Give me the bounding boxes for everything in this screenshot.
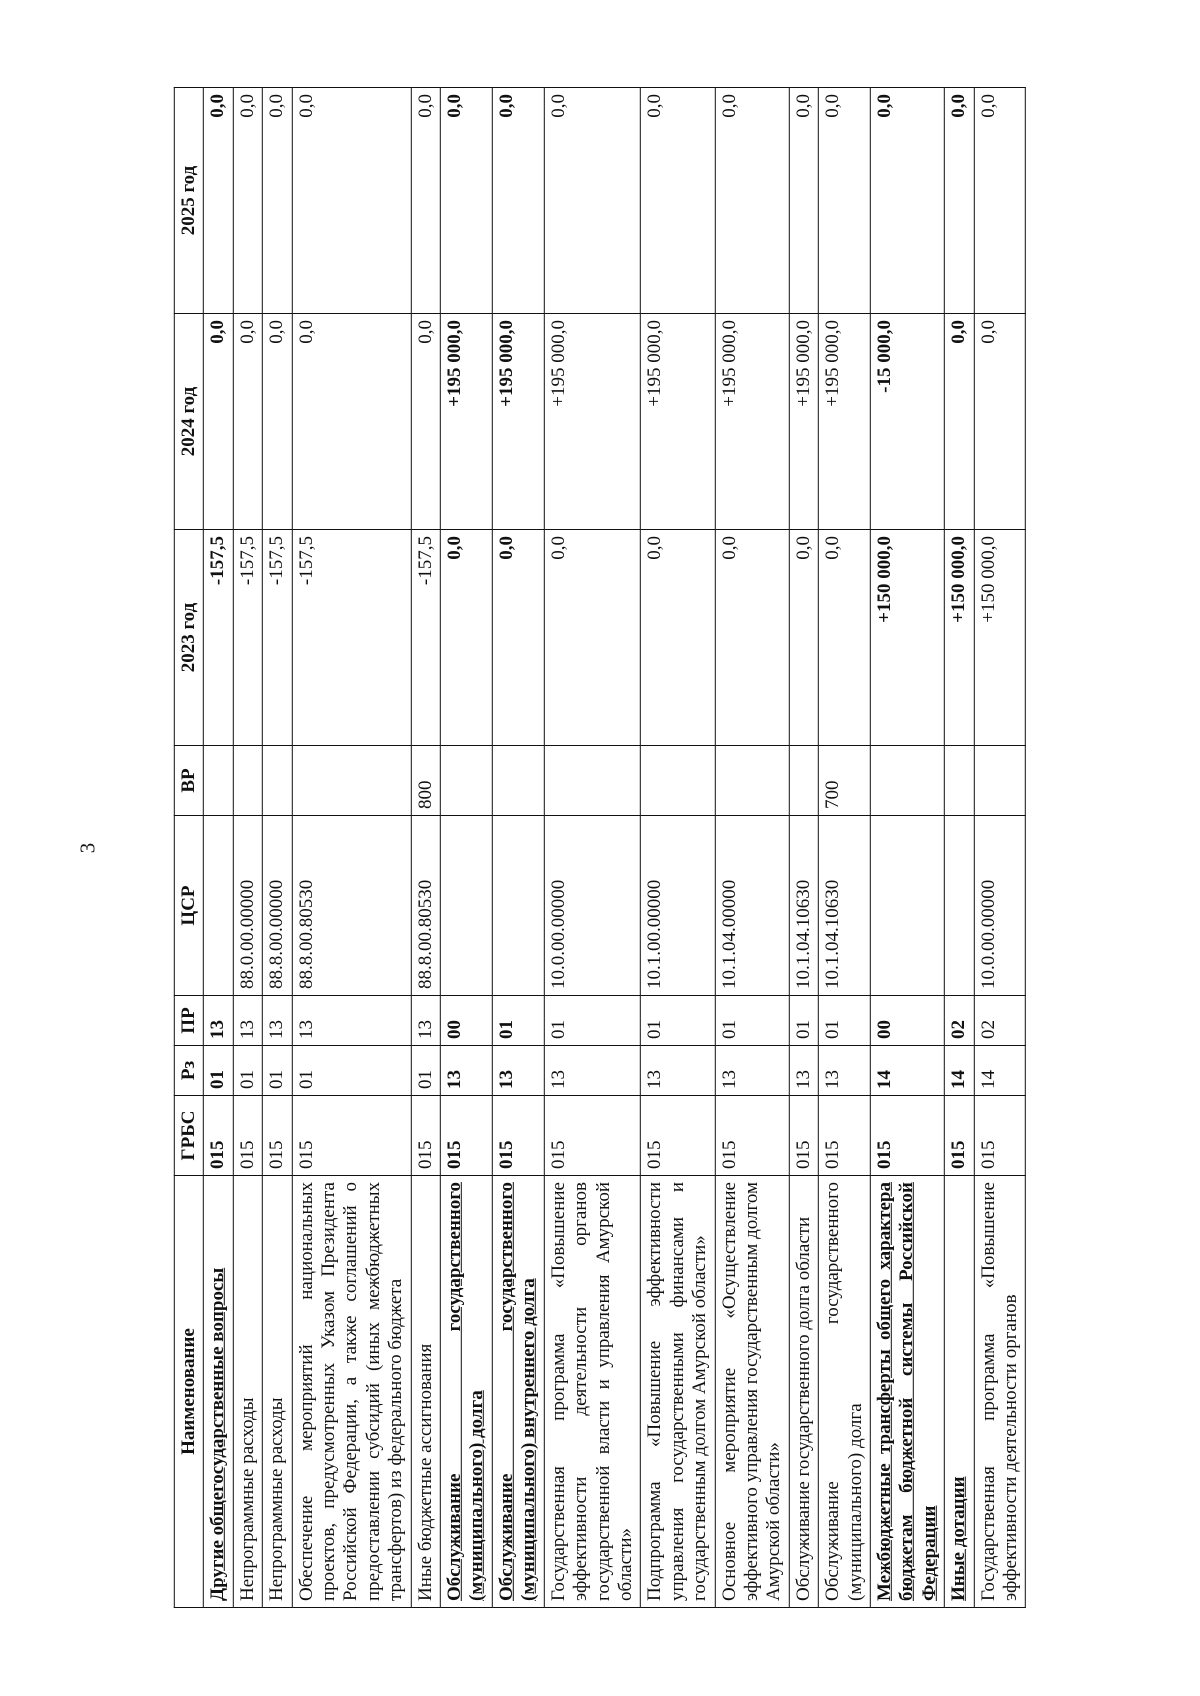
row-2025: 0,0 [818,88,870,314]
page-number: 3 [75,842,100,854]
row-2024: 0,0 [204,314,233,530]
row-csr [870,816,944,996]
row-2025: 0,0 [641,88,715,314]
row-name: Межбюджетные трансферты общего характера бюджетам бюджетной системы Российской Федерации [870,1176,944,1608]
row-2024: +195 000,0 [818,314,870,530]
row-grbs: 015 [641,1096,715,1176]
row-csr: 88.8.00.80530 [292,816,411,996]
row-pr: 01 [715,996,789,1046]
row-rz: 13 [544,1046,641,1096]
row-name: Непрограммные расходы [233,1176,262,1608]
row-csr [492,816,544,996]
row-2025: 0,0 [204,88,233,314]
row-pr: 01 [818,996,870,1046]
row-2023: 0,0 [818,530,870,746]
row-grbs: 015 [492,1096,544,1176]
row-csr: 88.8.00.80530 [411,816,440,996]
header-csr: ЦСР [174,816,203,996]
table-row [974,88,1026,1608]
row-2023: 0,0 [492,530,544,746]
row-2023: 0,0 [715,530,789,746]
row-rz: 13 [818,1046,870,1096]
row-rz: 13 [789,1046,818,1096]
row-2024: +195 000,0 [641,314,715,530]
header-pr: ПР [174,996,203,1046]
row-2025: 0,0 [292,88,411,314]
row-2024: -15 000,0 [870,314,944,530]
row-rz: 01 [204,1046,233,1096]
row-grbs: 015 [870,1096,944,1176]
row-vr [544,746,641,816]
row-grbs: 015 [544,1096,641,1176]
row-2024: +195 000,0 [715,314,789,530]
row-2025: 0,0 [492,88,544,314]
row-grbs: 015 [818,1096,870,1176]
row-2025: 0,0 [233,88,262,314]
row-name: Обслуживание государственного (муниципального) внутреннего долга [492,1176,544,1608]
row-csr: 10.0.00.00000 [974,816,1026,996]
row-grbs: 015 [440,1096,492,1176]
row-2023: +150 000,0 [974,530,1026,746]
row-pr: 00 [870,996,944,1046]
table-row [263,88,292,1608]
row-2023: -157,5 [411,530,440,746]
header-grbs: ГРБС [174,1096,203,1176]
table-row [492,88,544,1608]
row-csr: 10.1.04.10630 [818,816,870,996]
row-vr [492,746,544,816]
row-name: Непрограммные расходы [263,1176,292,1608]
row-2025: 0,0 [544,88,641,314]
table-row [204,88,233,1608]
row-grbs: 015 [974,1096,1026,1176]
row-rz: 01 [292,1046,411,1096]
row-csr [944,816,973,996]
row-csr: 88.8.00.00000 [263,816,292,996]
row-pr: 01 [789,996,818,1046]
table-row [818,88,870,1608]
row-vr [944,746,973,816]
row-name: Обслуживание государственного долга области [789,1176,818,1608]
row-vr [233,746,262,816]
row-vr [870,746,944,816]
row-pr: 13 [411,996,440,1046]
row-csr: 10.1.00.00000 [641,816,715,996]
row-vr [263,746,292,816]
row-rz: 14 [870,1046,944,1096]
row-2023: -157,5 [263,530,292,746]
row-2024: 0,0 [974,314,1026,530]
row-csr: 88.0.00.00000 [233,816,262,996]
row-vr [789,746,818,816]
table-row [233,88,262,1608]
row-vr [292,746,411,816]
row-pr: 01 [641,996,715,1046]
row-rz: 01 [263,1046,292,1096]
row-csr [440,816,492,996]
table-row [411,88,440,1608]
table-row [870,88,944,1608]
row-pr: 02 [944,996,973,1046]
row-2025: 0,0 [263,88,292,314]
row-rz: 13 [715,1046,789,1096]
row-vr [641,746,715,816]
row-2024: +195 000,0 [492,314,544,530]
row-rz: 01 [411,1046,440,1096]
header-2023: 2023 год [174,530,203,746]
row-pr: 13 [263,996,292,1046]
row-2023: -157,5 [292,530,411,746]
row-grbs: 015 [233,1096,262,1176]
row-rz: 14 [974,1046,1026,1096]
table-row [292,88,411,1608]
row-name: Обеспечение мероприятий национальных проектов, предусмотренных Указом Президента Российской Федерации, а также соглашений о предоставлении субсидий (иных межбюджетных трансфертов) из федерального бюджета [292,1176,411,1608]
row-2023: -157,5 [204,530,233,746]
row-name: Обслуживание государственного (муниципального) долга [440,1176,492,1608]
row-grbs: 015 [715,1096,789,1176]
row-name: Обслуживание государственного (муниципального) долга [818,1176,870,1608]
row-name: Иные бюджетные ассигнования [411,1176,440,1608]
rotated-table-container [174,88,1026,1608]
row-rz: 13 [440,1046,492,1096]
row-2023: -157,5 [233,530,262,746]
table-row [641,88,715,1608]
row-name: Подпрограмма «Повышение эффективности управления государственными финансами и государственным долгом Амурской области» [641,1176,715,1608]
row-grbs: 015 [263,1096,292,1176]
table-row [789,88,818,1608]
row-2025: 0,0 [870,88,944,314]
row-name: Государственная программа «Повышение эффективности деятельности органов государственной власти и управления Амурской области» [544,1176,641,1608]
header-vr: ВР [174,746,203,816]
row-pr: 13 [292,996,411,1046]
table-header-row [174,88,203,1608]
row-vr: 700 [818,746,870,816]
header-2024: 2024 год [174,314,203,530]
row-csr: 10.1.04.10630 [789,816,818,996]
row-2023: +150 000,0 [870,530,944,746]
row-pr: 01 [492,996,544,1046]
row-2025: 0,0 [411,88,440,314]
row-2025: 0,0 [944,88,973,314]
row-2025: 0,0 [789,88,818,314]
row-csr: 10.0.00.00000 [544,816,641,996]
table-row [440,88,492,1608]
row-name: Основное мероприятие «Осуществление эффективного управления государственным долгом Амурской области» [715,1176,789,1608]
row-pr: 01 [544,996,641,1046]
row-vr [204,746,233,816]
header-rz: Рз [174,1046,203,1096]
header-2025: 2025 год [174,88,203,314]
row-pr: 02 [974,996,1026,1046]
row-grbs: 015 [411,1096,440,1176]
row-2023: 0,0 [641,530,715,746]
row-pr: 00 [440,996,492,1046]
row-csr: 10.1.04.00000 [715,816,789,996]
row-2024: 0,0 [411,314,440,530]
header-name: Наименование [174,1176,203,1608]
row-name: Иные дотации [944,1176,973,1608]
row-2024: 0,0 [263,314,292,530]
row-rz: 01 [233,1046,262,1096]
row-rz: 13 [641,1046,715,1096]
row-2024: +195 000,0 [789,314,818,530]
row-2023: +150 000,0 [944,530,973,746]
row-name: Государственная программа «Повышение эффективности деятельности органов [974,1176,1026,1608]
row-grbs: 015 [789,1096,818,1176]
row-2024: 0,0 [292,314,411,530]
budget-table [174,87,1026,1608]
row-2024: +195 000,0 [544,314,641,530]
row-grbs: 015 [292,1096,411,1176]
row-name: Другие общегосударственные вопросы [204,1176,233,1608]
row-2024: +195 000,0 [440,314,492,530]
row-csr [204,816,233,996]
table-row [944,88,973,1608]
row-grbs: 015 [944,1096,973,1176]
row-2023: 0,0 [789,530,818,746]
row-2023: 0,0 [440,530,492,746]
row-vr [715,746,789,816]
row-2025: 0,0 [440,88,492,314]
row-grbs: 015 [204,1096,233,1176]
table-row [544,88,641,1608]
row-pr: 13 [233,996,262,1046]
row-vr [974,746,1026,816]
row-2023: 0,0 [544,530,641,746]
row-vr: 800 [411,746,440,816]
row-vr [440,746,492,816]
row-rz: 14 [944,1046,973,1096]
row-2025: 0,0 [715,88,789,314]
table-row [715,88,789,1608]
row-2025: 0,0 [974,88,1026,314]
row-rz: 13 [492,1046,544,1096]
row-2024: 0,0 [944,314,973,530]
row-2024: 0,0 [233,314,262,530]
row-pr: 13 [204,996,233,1046]
